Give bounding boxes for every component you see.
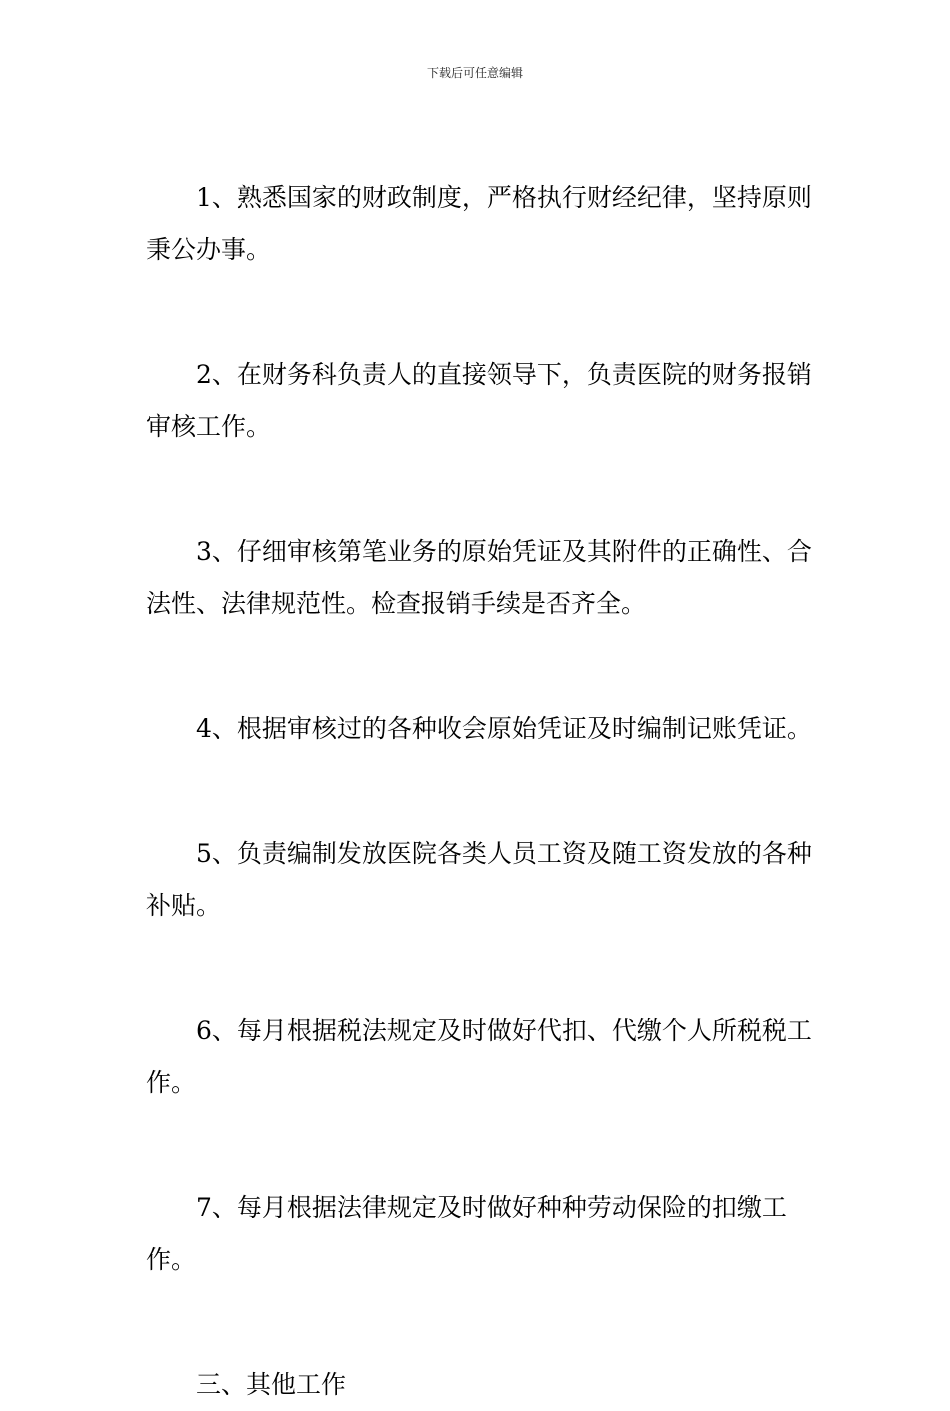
duty-item-4: 4、根据审核过的各种收会原始凭证及时编制记账凭证。 bbox=[196, 714, 812, 743]
duty-item-3: 3、仔细审核第笔业务的原始凭证及其附件的正确性、合法性、法律规范性。检查报销手续是否齐全。 bbox=[146, 537, 812, 618]
duty-item-6: 6、每月根据税法规定及时做好代扣、代缴个人所税税工作。 bbox=[146, 1016, 812, 1097]
duty-item-2: 2、在财务科负责人的直接领导下，负责医院的财务报销审核工作。 bbox=[146, 360, 812, 441]
duty-item-7: 7、每月根据法律规定及时做好种种劳动保险的扣缴工作。 bbox=[146, 1193, 787, 1274]
duty-item-1: 1、熟悉国家的财政制度，严格执行财经纪律，坚持原则秉公办事。 bbox=[146, 183, 812, 264]
document-body bbox=[146, 172, 814, 1411]
section-heading: 三、其他工作 bbox=[196, 1370, 347, 1399]
duty-item-5: 5、负责编制发放医院各类人员工资及随工资发放的各种补贴。 bbox=[146, 839, 812, 920]
page-header-note: 下载后可任意编辑 bbox=[426, 66, 523, 80]
